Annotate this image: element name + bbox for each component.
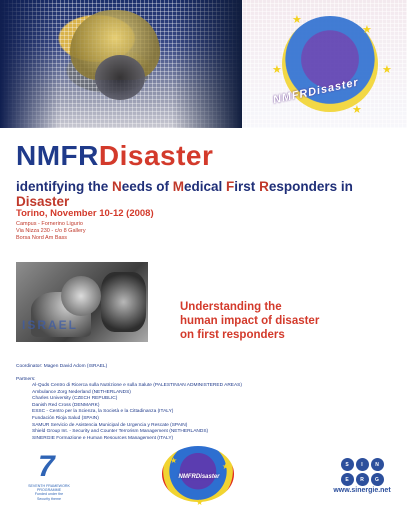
star-icon: ★ <box>170 456 178 465</box>
fp7-number: 7 <box>38 450 55 483</box>
photo-figure <box>101 272 146 332</box>
event-date: Torino, November 10-12 (2008) <box>16 208 154 219</box>
star-icon: ★ <box>272 64 282 76</box>
partner-item: Al-Quds Centro di Ricerca sulla Nutrizione e sulla Salute (PALESTINIAN ADMINISTERED AREAS) <box>32 383 242 388</box>
page-title <box>16 140 213 172</box>
partners-heading: Partners: <box>16 377 36 382</box>
star-icon: ★ <box>196 498 204 507</box>
fp7-line: Funded under the <box>34 492 64 497</box>
banner-shade <box>172 0 242 128</box>
banner-photo-first-responder <box>0 0 242 128</box>
partner-item: Charles University (CZECH REPUBLIC) <box>32 396 118 402</box>
fp7-line: SEVENTH FRAMEWORK <box>28 484 70 488</box>
subtitle-initial: N <box>112 179 122 194</box>
subtitle-initial: F <box>226 179 235 194</box>
subtitle-text: eeds of <box>121 179 173 194</box>
fp7-line: Security theme <box>37 496 61 501</box>
title-nmfr: NMFR <box>16 140 99 171</box>
venue-line: Via Nizza 230 - c/o 8 Gallery <box>16 228 86 234</box>
sinergie-row <box>330 458 394 471</box>
sinergie-letter: E <box>341 473 354 486</box>
sinergie-letter: R <box>356 473 369 486</box>
subtitle-disaster: Disaster <box>16 194 70 209</box>
sinergie-letter: I <box>356 458 369 471</box>
sinergie-logo <box>330 458 394 488</box>
subtitle-text: esponders in <box>268 179 353 194</box>
banner-shade <box>0 0 60 128</box>
partner-item: Danish Red Cross (DENMARK) <box>32 402 100 408</box>
venue-line: Campus - Fornerino Ligurio <box>16 221 83 227</box>
subtitle-text: identifying the <box>16 179 112 194</box>
star-icon: ★ <box>292 14 302 26</box>
subtitle-text: irst <box>234 179 260 194</box>
partner-item: SINERGIE Formazione e Human Resources Management (ITALY) <box>32 435 174 441</box>
subtitle-initial: R <box>259 179 269 194</box>
responders-photo <box>16 262 148 342</box>
subtitle-text: edical <box>184 179 227 194</box>
photo-overlay-text: ISRAEL <box>22 318 79 332</box>
title-disaster: Disaster <box>98 140 214 171</box>
sinergie-url[interactable]: www.sinergie.net <box>333 487 391 494</box>
star-icon: ★ <box>222 462 230 471</box>
header-banner <box>0 0 407 128</box>
fp7-logo <box>14 450 84 501</box>
star-icon: ★ <box>382 64 392 76</box>
fp7-text <box>14 484 84 501</box>
footer-logo-text: NMFRDisaster <box>178 474 220 480</box>
banner-logo-text: NMFRDisaster <box>272 76 360 107</box>
tagline-line: on first responders <box>180 329 285 341</box>
fp7-line: PROGRAMME <box>37 488 61 493</box>
sinergie-letter: N <box>371 458 384 471</box>
sinergie-row <box>330 473 394 486</box>
sinergie-letter: G <box>371 473 384 486</box>
partner-item: ESSC - Centro per la Scienza, la Società e la Cittadinanza (ITALY) <box>32 409 174 415</box>
tagline <box>180 300 319 342</box>
banner-logo-panel <box>242 0 407 128</box>
partners-list <box>32 383 242 442</box>
gas-mask-shape <box>95 55 145 100</box>
coordinator: Coordinator: Magen David Adom (ISRAEL) <box>16 364 108 369</box>
star-icon: ★ <box>352 104 362 116</box>
subtitle-initial: M <box>172 179 185 194</box>
event-venue <box>16 221 86 242</box>
sinergie-letter: S <box>341 458 354 471</box>
photo-figure <box>61 276 101 316</box>
tagline-line: Understanding the <box>180 301 282 313</box>
venue-line: Borsa Nord Am Bass <box>16 235 68 241</box>
partner-item: Shield Group Int. - Security and Counter Terrorism Management (NETHERLANDS) <box>32 429 209 435</box>
tagline-line: human impact of disaster <box>180 315 320 327</box>
subtitle <box>16 179 407 209</box>
partner-item: Fundación Rioja Salud (SPAIN) <box>32 415 99 421</box>
star-icon: ★ <box>362 24 372 36</box>
partner-item: SAMUR Servicio de Asistencia Municipal de Urgencia y Rescate (SPAIN) <box>32 422 188 428</box>
partner-item: Ambulance Zorg Nederland (NETHERLANDS) <box>32 389 131 395</box>
